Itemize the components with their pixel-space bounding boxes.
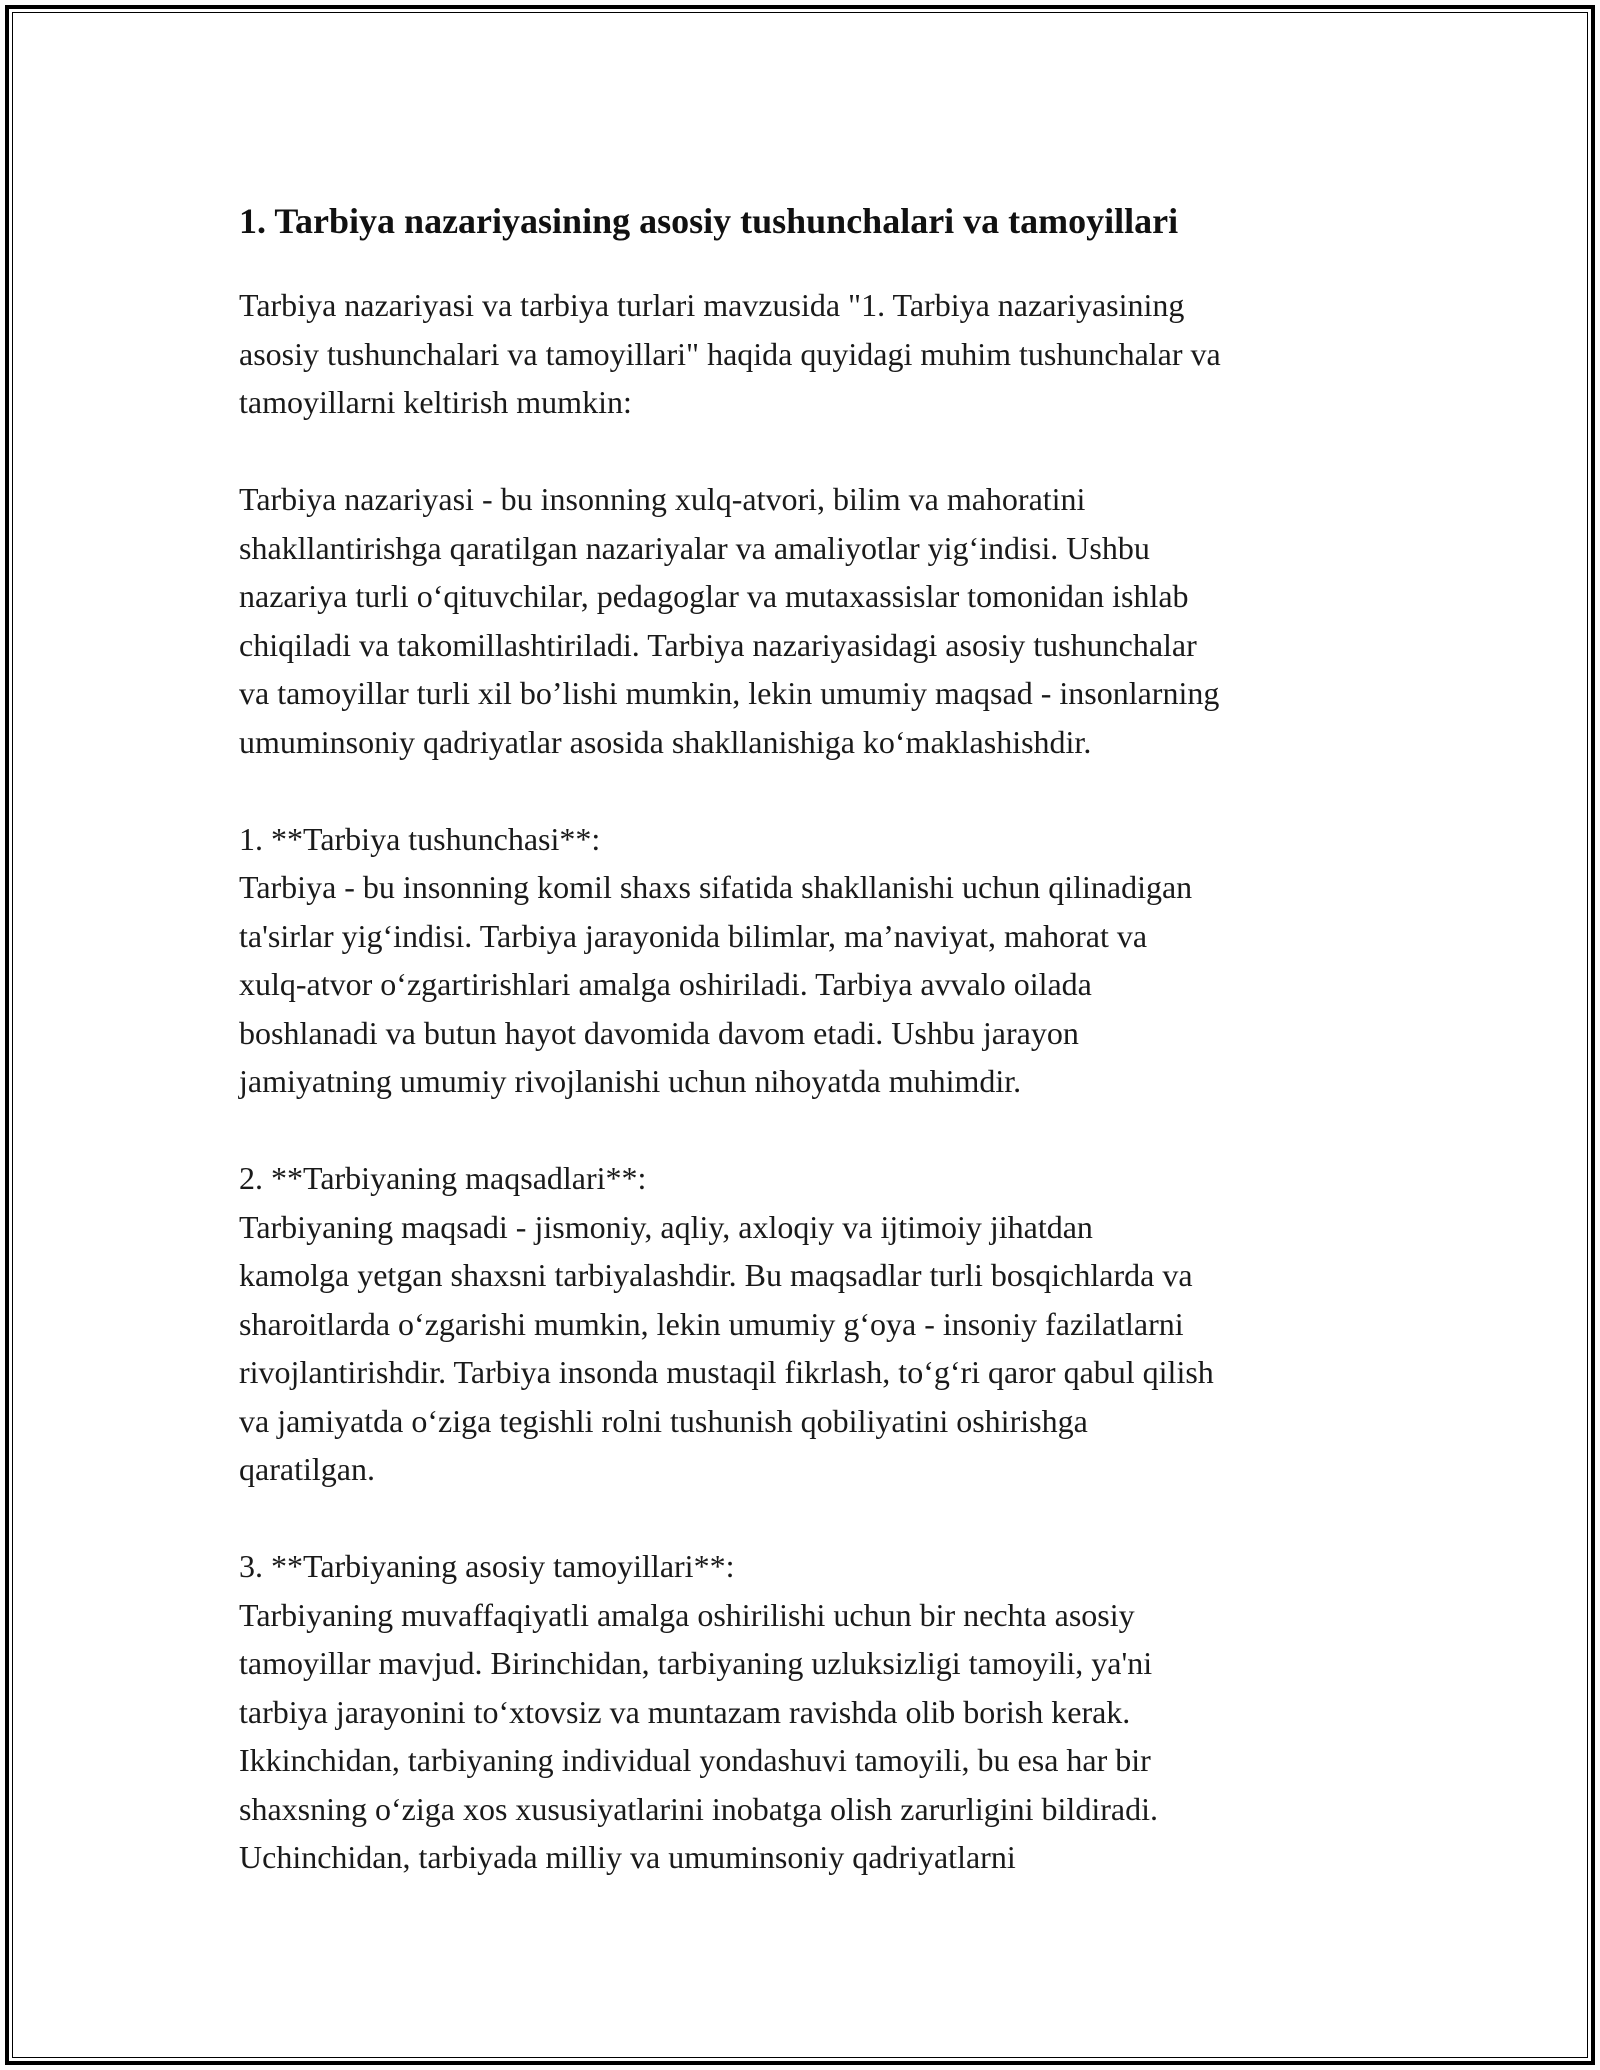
section-body: Tarbiyaning maqsadi - jismoniy, aqliy, axloqiy va ijtimoiy jihatdan kamolga yetgan shaxsni tarbiyalashdir. Bu maqsadlar turli bosqichlarda va sharoitlarda o‘zgarishi mumkin, lekin umumiy g‘oya - insoniy fazilatlarni rivojlantirishdir. Tarbiya insonda mustaqil fikrlash, to‘g‘ri qaror qabul qilish va jamiyatda o‘ziga tegishli rolni tushunish qobiliyatini oshirishga qaratilgan.	[239, 1208, 1214, 1487]
paragraph-gap	[239, 766, 1389, 815]
paragraph-gap	[239, 1106, 1389, 1155]
section-body: Tarbiya - bu insonning komil shaxs sifatida shakllanishi uchun qilinadigan ta'sirlar yig‘indisi. Tarbiya jarayonida bilimlar, ma’naviyat, mahorat va xulq-atvor o‘zgartirishlari amalga oshiriladi. Tarbiya avvalo oilada boshlanadi va butun hayot davomida davom etadi. Ushbu jarayon jamiyatning umumiy rivojlanishi uchun nihoyatda muhimdir.	[239, 869, 1193, 1099]
section-heading: 1. **Tarbiya tushunchasi**:	[239, 820, 601, 857]
section-heading: 2. **Tarbiyaning maqsadlari**:	[239, 1160, 647, 1196]
paragraph-gap	[239, 1494, 1389, 1543]
document-content	[239, 193, 1389, 1882]
overview-paragraph: Tarbiya nazariyasi - bu insonning xulq-atvori, bilim va mahoratini shakllantirishga qaratilgan nazariyalar va amaliyotlar yig‘indisi. Ushbu nazariya turli o‘qituvchilar, pedagoglar va mutaxassislar tomonidan ishlab chiqiladi va takomillashtiriladi. Tarbiya nazariyasidagi asosiy tushunchalar va tamoyillar turli xil bo’lishi mumkin, lekin umumiy maqsad - insonlarning umuminsoniy qadriyatlar asosida shakllanishiga ko‘maklashishdir.	[239, 481, 1220, 760]
section-heading: 3. **Tarbiyaning asosiy tamoyillari**:	[239, 1548, 735, 1584]
paragraph-gap	[239, 427, 1389, 476]
page-border	[5, 5, 1595, 2065]
section-body: Tarbiyaning muvaffaqiyatli amalga oshirilishi uchun bir nechta asosiy tamoyillar mavjud. Birinchidan, tarbiyaning uzluksizligi tamoyili, ya'ni tarbiya jarayonini to‘xtovsiz va muntazam ravishda olib borish kerak. Ikkinchidan, tarbiyaning individual yondashuvi tamoyili, bu esa har bir shaxsning o‘ziga xos xususiyatlarini inobatga olish zarurligini bildiradi. Uchinchidan, tarbiyada milliy va umuminsoniy qadriyatlarni	[239, 1596, 1158, 1875]
document-title: 1. Tarbiya nazariyasining asosiy tushunchalari va tamoyillari	[239, 201, 1179, 241]
intro-paragraph: Tarbiya nazariyasi va tarbiya turlari mavzusida "1. Tarbiya nazariyasining asosiy tushunchalari va tamoyillari" haqida quyidagi muhim tushunchalar va tamoyillarni keltirish mumkin:	[239, 287, 1221, 420]
